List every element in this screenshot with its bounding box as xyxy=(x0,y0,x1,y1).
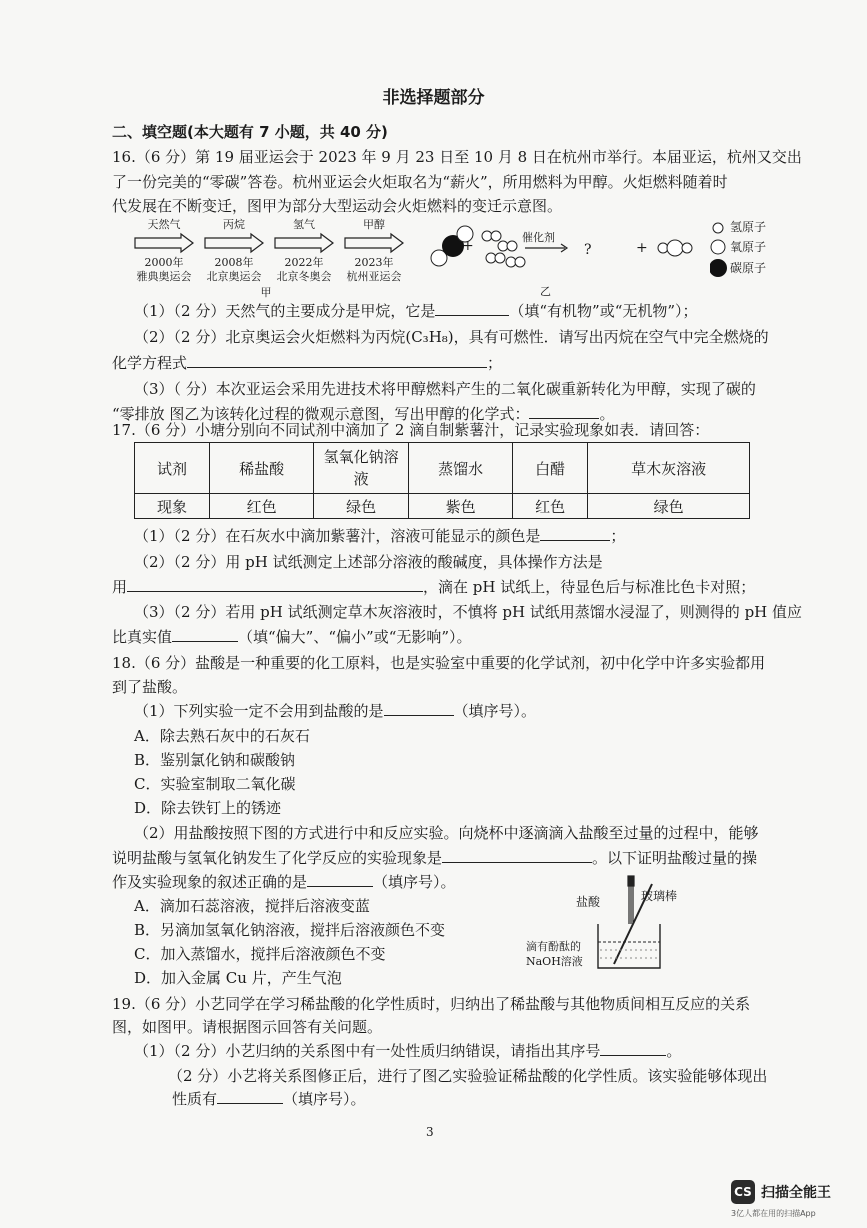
q16-sub1 xyxy=(134,301,698,321)
table-cell: 绿色 xyxy=(314,494,409,519)
scanner-watermark xyxy=(731,1180,851,1220)
q16-sub2-end: ； xyxy=(487,354,503,372)
option-item: B．鉴别氯化钠和碳酸钠 xyxy=(134,751,296,769)
answer-blank[interactable] xyxy=(127,577,423,592)
q16-sub3-end: 。 xyxy=(599,405,615,423)
q18-line1: 18.（6 分）盐酸是一种重要的化工原料，也是实验室中重要的化学试剂，初中化学中许多实验都用 xyxy=(112,654,766,672)
q19-sub2-line2 xyxy=(172,1089,366,1109)
arrow-icon xyxy=(205,234,263,252)
answer-blank[interactable] xyxy=(540,526,610,541)
h2-molecules xyxy=(482,231,525,267)
q19-sub1 xyxy=(134,1041,681,1061)
q18-sub1 xyxy=(134,701,536,721)
table-cell: 绿色 xyxy=(588,494,750,519)
answer-blank[interactable] xyxy=(307,872,373,887)
q16-line2: 了一份完美的“零碳”答卷。杭州亚运会火炬取名为“薪火”，所用燃料为甲醇。火炬燃料随着时 xyxy=(112,173,728,191)
option-item: D．加入金属 Cu 片，产生气泡 xyxy=(134,969,342,987)
q18-sub1-hint: （填序号）。 xyxy=(453,702,537,720)
answer-blank[interactable] xyxy=(187,353,487,368)
q19-sub1-text: （1）（2 分）小艺归纳的关系图中有一处性质归纳错误，请指出其序号 xyxy=(134,1042,601,1060)
q17-sub2-line2 xyxy=(112,577,755,597)
table-cell: 白醋 xyxy=(513,443,588,494)
carbon-atom-icon xyxy=(710,259,727,277)
q17-sub1-text: （1）（2 分）在石灰水中滴加紫薯汁，溶液可能显示的颜色是 xyxy=(134,527,541,545)
option-item: D．除去铁钉上的锈迹 xyxy=(134,799,282,817)
q19-sub1-end: 。 xyxy=(666,1042,682,1060)
label-naoh: NaOH溶液 xyxy=(526,955,583,968)
legend-oxygen: 氧原子 xyxy=(730,240,767,254)
oxygen-atom-icon xyxy=(711,240,725,254)
result-table xyxy=(134,442,750,519)
table-cell: 红色 xyxy=(210,494,314,519)
q17-sub2-end: ，滴在 pH 试纸上，待显色后与标准比色卡对照； xyxy=(423,578,756,596)
q16-sub3-text: “零排放 图乙为该转化过程的微观示意图，写出甲醇的化学式： xyxy=(112,405,530,423)
answer-blank[interactable] xyxy=(435,301,509,316)
fuel-label: 天然气 xyxy=(147,218,181,231)
fuel-label: 丙烷 xyxy=(223,218,245,231)
answer-blank[interactable] xyxy=(529,404,599,419)
fuel-label: 氢气 xyxy=(293,218,315,231)
q16-sub1-hint: （填“有机物”或“无机物”）； xyxy=(509,302,698,320)
q18-sub2-text: 说明盐酸与氢氧化钠发生了化学反应的实验现象是 xyxy=(112,849,443,867)
figure-b-label: 乙 xyxy=(540,285,551,298)
option-item: C．加入蒸馏水，搅拌后溶液颜色不变 xyxy=(134,945,386,963)
unknown-product: ? xyxy=(584,242,592,258)
q16-sub2-line2 xyxy=(112,353,502,373)
q19-sub2-text: 性质有 xyxy=(172,1090,218,1108)
q17-sub3-line2 xyxy=(112,627,472,647)
timeline-arrows xyxy=(133,232,413,254)
figure-a-label: 甲 xyxy=(260,286,272,299)
q17-sub2-label: 用 xyxy=(112,578,128,596)
q18-sub2-text3: 作及实验现象的叙述正确的是 xyxy=(112,873,308,891)
answer-blank[interactable] xyxy=(600,1041,666,1056)
table-cell: 草木灰溶液 xyxy=(588,443,750,494)
table-cell: 现象 xyxy=(135,494,210,519)
q18-sub2-line3 xyxy=(112,872,456,892)
q18-sub2-text2: 。以下证明盐酸过量的操 xyxy=(592,849,758,867)
q17-sub3-line1: （3）（2 分）若用 pH 试纸测定草木灰溶液时，不慎将 pH 试纸用蒸馏水浸湿了，则测得的 pH 值应 xyxy=(134,603,803,621)
answer-blank[interactable] xyxy=(217,1089,283,1104)
q17-sub3-text: 比真实值 xyxy=(112,628,173,646)
q19-sub2-hint: （填序号）。 xyxy=(283,1090,366,1108)
q16-sub2-line1: （2）（2 分）北京奥运会火炬燃料为丙烷(C₃H₈)，具有可燃性．请写出丙烷在空气中完全燃烧的 xyxy=(134,328,769,346)
table-row xyxy=(135,443,750,494)
q16-sub2-label: 化学方程式 xyxy=(112,354,188,372)
page-number: 3 xyxy=(426,1125,434,1139)
legend-hydrogen: 氢原子 xyxy=(730,220,767,234)
scanner-tagline: 3亿人都在用的扫描App xyxy=(731,1209,816,1218)
q17-sub1 xyxy=(134,526,625,546)
legend-carbon: 碳原子 xyxy=(730,261,767,275)
option-item: C．实验室制取二氧化碳 xyxy=(134,775,296,793)
year-label: 2022年 xyxy=(284,256,324,269)
plus-sign: + xyxy=(462,238,474,254)
q18-sub1-text: （1）下列实验一定不会用到盐酸的是 xyxy=(134,702,384,720)
option-item: A．滴加石蕊溶液，搅拌后溶液变蓝 xyxy=(134,897,370,915)
table-cell: 试剂 xyxy=(135,443,210,494)
label-hcl: 盐酸 xyxy=(576,895,601,909)
q17-sub3-hint: （填“偏大”、“偏小”或“无影响”）。 xyxy=(238,628,472,646)
legend-swatches xyxy=(710,220,730,280)
q17-sub2-line1: （2）（2 分）用 pH 试纸测定上述部分溶液的酸碱度，具体操作方法是 xyxy=(134,553,603,571)
q16-line3: 代发展在不断变迁，图甲为部分大型运动会火炬燃料的变迁示意图。 xyxy=(112,197,563,215)
table-cell: 红色 xyxy=(513,494,588,519)
table-cell: 紫色 xyxy=(409,494,513,519)
q18-line2: 到了盐酸。 xyxy=(112,678,188,696)
answer-blank[interactable] xyxy=(172,627,238,642)
label-phenolphthalein: 滴有酚酞的 xyxy=(526,940,581,953)
q19-sub2-line1: （2 分）小艺将关系图修正后，进行了图乙实验验证稀盐酸的化学性质。该实验能够体现出 xyxy=(168,1067,768,1085)
plus-sign: + xyxy=(636,240,648,256)
event-label: 北京奥运会 xyxy=(206,270,262,283)
table-cell: 蒸馏水 xyxy=(409,443,513,494)
arrow-icon xyxy=(135,234,193,252)
fuel-label: 甲醇 xyxy=(363,218,385,231)
q19-line1: 19.（6 分）小艺同学在学习稀盐酸的化学性质时，归纳出了稀盐酸与其他物质间相互反应的关系 xyxy=(112,995,751,1013)
catalyst-label: 催化剂 xyxy=(522,231,555,244)
event-label: 雅典奥运会 xyxy=(136,270,192,283)
section-title: 非选择题部分 xyxy=(382,88,485,108)
option-item: B．另滴加氢氧化钠溶液，搅拌后溶液颜色不变 xyxy=(134,921,446,939)
q18-sub2-line2 xyxy=(112,848,757,868)
q16-line1: 16.（6 分）第 19 届亚运会于 2023 年 9 月 23 日至 10 月 8 日在杭州市举行。本届亚运，杭州又交出 xyxy=(112,148,802,166)
event-label: 北京冬奥会 xyxy=(276,270,332,283)
cs-logo-icon: CS xyxy=(731,1180,755,1204)
option-item: A．除去熟石灰中的石灰石 xyxy=(134,727,310,745)
label-glass-rod: 玻璃棒 xyxy=(641,889,678,903)
water-molecule xyxy=(658,240,692,256)
q18-sub2-line1: （2）用盐酸按照下图的方式进行中和反应实验。向烧杯中逐滴滴入盐酸至过量的过程中，能够 xyxy=(134,824,759,842)
answer-blank[interactable] xyxy=(384,701,454,716)
dropper-icon xyxy=(628,876,634,924)
q19-line2: 图，如图甲。请根据图示回答有关问题。 xyxy=(112,1018,383,1036)
arrow-icon xyxy=(275,234,333,252)
q18-sub2-hint: （填序号）。 xyxy=(373,873,456,891)
answer-blank[interactable] xyxy=(442,848,592,863)
scanner-name: 扫描全能王 xyxy=(761,1185,831,1201)
q17-sub1-end: ； xyxy=(610,527,626,545)
table-cell: 氢氧化钠溶液 xyxy=(314,443,409,494)
arrow-icon xyxy=(345,234,403,252)
table-cell: 稀盐酸 xyxy=(210,443,314,494)
table-row xyxy=(135,494,750,519)
q16-sub1-text: （1）（2 分）天然气的主要成分是甲烷，它是 xyxy=(134,302,436,320)
year-label: 2008年 xyxy=(214,256,254,269)
q16-sub3-line1: （3）（ 分）本次亚运会采用先进技术将甲醇燃料产生的二氧化碳重新转化为甲醇，实现了碳的 xyxy=(134,380,756,398)
q17-line1: 17.（6 分）小塘分别向不同试剂中滴加了 2 滴自制紫薯汁，记录实验现象如表．请回答： xyxy=(112,421,710,439)
year-label: 2023年 xyxy=(354,256,394,269)
part-title: 二、填空题(本大题有 7 小题，共 40 分) xyxy=(112,123,388,141)
year-label: 2000年 xyxy=(144,256,184,269)
hydrogen-atom-icon xyxy=(713,223,723,233)
event-label: 杭州亚运会 xyxy=(346,270,402,283)
